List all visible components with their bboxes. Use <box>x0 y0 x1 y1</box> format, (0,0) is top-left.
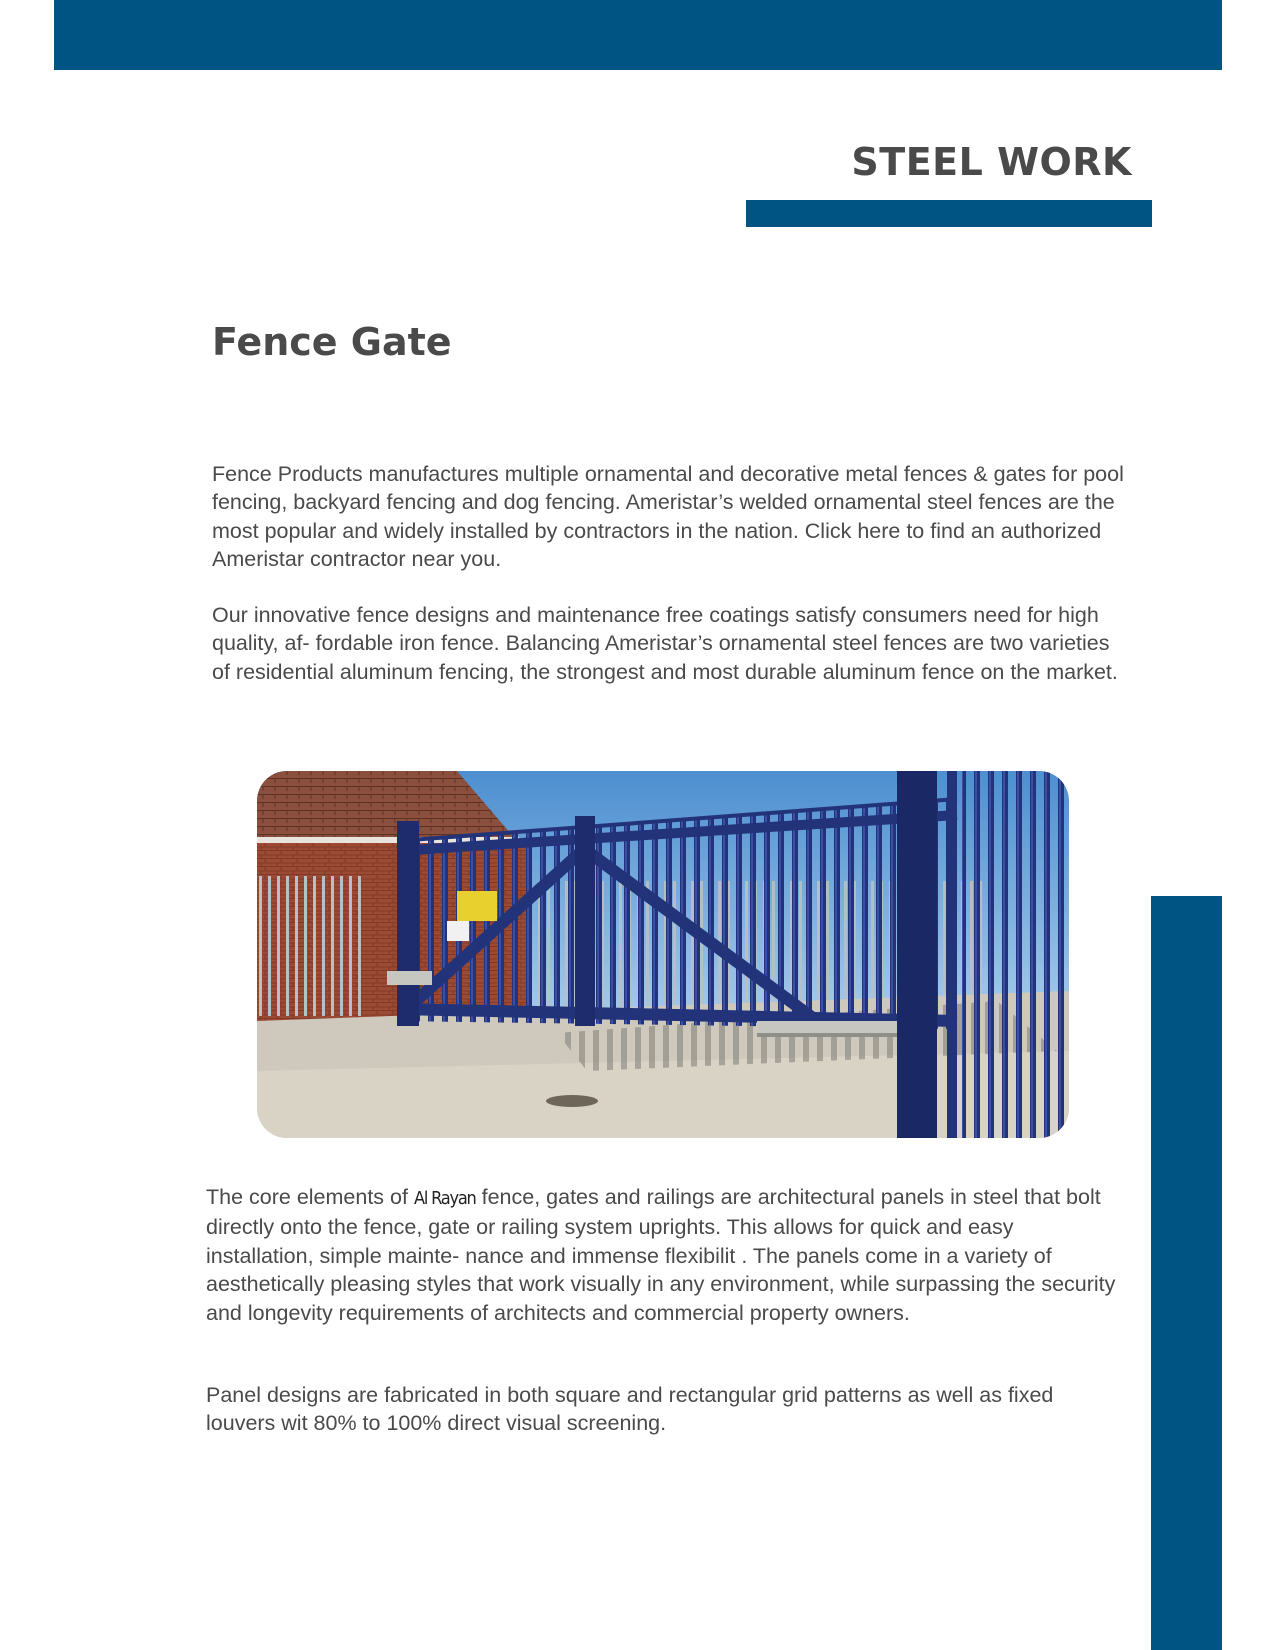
intro-paragraph: Fence Products manufactures multiple ornamental and decorative metal fences & gates for pool fencing, backyard fencing and dog fencing. Ameristar’s welded ornamental steel fences are the most popular and widely installed by contractors in the nation. Click here to find an authorized Ameristar contractor near you. <box>212 462 1124 572</box>
page-heading: Fence Gate <box>212 320 452 364</box>
core-elements-lead: The core elements of <box>206 1185 408 1209</box>
fence-gate-photo <box>257 771 1069 1138</box>
fence-gate-illustration <box>257 771 1069 1138</box>
core-elements-body: fence, gates and railings are architectural panels in steel that bolt directly onto the fence, gate or railing system uprights. This allows for quick and easy installation, simple mainte- nance and immense flexibilit . The panels come in a variety of aesthetically pleasing styles that work visually in any environment, while surpassing the security and longevity requirements of architects and commercial property owners. <box>206 1185 1116 1325</box>
brand-name-inline: Al Rayan <box>413 1188 476 1209</box>
panel-designs-paragraph: Panel designs are fabricated in both square and rectangular grid patterns as well as fixed louvers wit 80% to 100% direct visual screening. <box>206 1383 1054 1436</box>
core-elements-paragraph <box>206 1183 1126 1327</box>
section-title: STEEL WORK <box>851 140 1132 184</box>
section-title-underline <box>746 200 1152 227</box>
coatings-paragraph: Our innovative fence designs and maintenance free coatings satisfy consumers need for high quality, af- fordable iron fence. Balancing Ameristar’s ornamental steel fences are two varieties of residential aluminum fencing, the strongest and most durable aluminum fence on the market. <box>212 603 1118 684</box>
top-accent-band <box>54 0 1222 70</box>
side-accent-band <box>1151 896 1222 1650</box>
